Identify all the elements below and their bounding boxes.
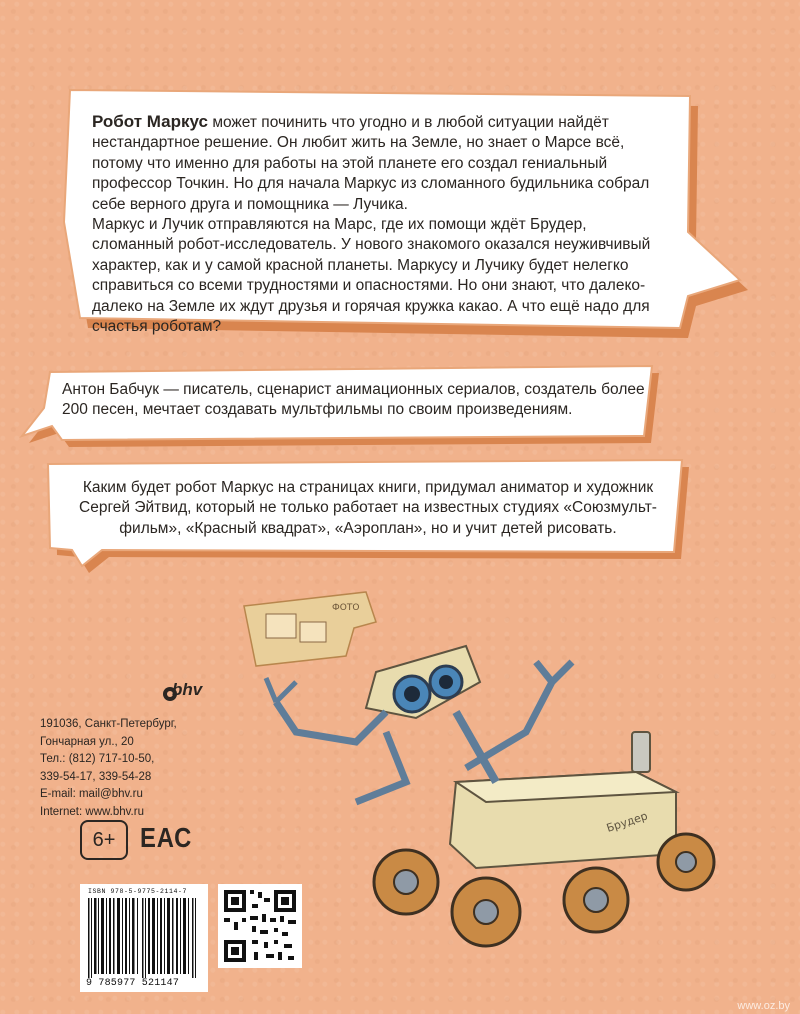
rover-label: Брудер xyxy=(604,809,650,835)
email-line: E-mail: mail@bhv.ru xyxy=(40,788,143,800)
age-rating-badge: 6+ xyxy=(80,820,128,860)
internet-line: Internet: www.bhv.ru xyxy=(40,805,144,818)
address-line-1: 191036, Санкт-Петербург, xyxy=(40,718,177,730)
phone-line-2: 339-54-17, 339-54-28 xyxy=(40,770,152,783)
photo-card-icon xyxy=(244,592,376,666)
watermark: www.oz.by xyxy=(737,1000,790,1012)
barcode-digits: 9 785977 521147 xyxy=(86,978,180,989)
barcode-bars-icon xyxy=(88,898,200,978)
phone-line-1: Тел.: (812) 717-10-50, xyxy=(40,753,155,765)
barcode xyxy=(80,884,208,992)
isbn-text: ISBN 978-5-9775-2114-7 xyxy=(88,888,188,895)
eac-mark: ЕАС xyxy=(140,822,193,853)
publisher-info xyxy=(40,716,177,821)
illustrator-bubble xyxy=(42,458,692,570)
description-text xyxy=(92,112,672,337)
description-paragraph-2: Маркус и Лучик отправляются на Марс, где их помощи ждёт Брудер, сломанный робот-исследователь. У нового знакомого оказался неуживчивый характер, как и у самой красной планеты. Маркусу и Лучику будет нелегко справиться со всеми трудностями и опасностями. Но они знают, что далеко-далеко на Земле их ждут друзья и горячая кружка какао. А что ещё надо для счастья роботам? xyxy=(92,216,651,336)
rover-robot-illustration xyxy=(236,582,746,962)
author-text: Антон Бабчук — писатель, сценарист анимационных сериалов, создатель более 200 песен, мечтает создавать мультфильмы по своим произведениям. xyxy=(62,381,645,419)
illustrator-text: Каким будет робот Маркус на страницах книги, придумал аниматор и художник Сергей Эйтвид, который не только работает на известных студиях «Союзмульт-фильм», «Красный квадрат», «Аэроплан», но и учит детей рисовать. xyxy=(79,479,657,537)
description-paragraph-1: может починить что угодно и в любой ситуации найдёт нестандартное решение. Он любит жить на Земле, но знает о Марсе всё, потому что именно для работы на этой планете его создал гениальный профессор Точкин. Но для начала Маркус из сломанного будильника собрал себе верного друга и помощника — Лучика. xyxy=(92,114,650,213)
description-bubble xyxy=(40,82,790,362)
photo-label: ФОТО xyxy=(332,603,360,613)
rover-icon xyxy=(266,646,714,946)
address-line-2: Гончарная ул., 20 xyxy=(40,735,134,748)
publisher-logo-text: bhv xyxy=(172,680,203,699)
book-title: Робот Маркус xyxy=(92,112,209,131)
author-bubble xyxy=(22,362,670,446)
